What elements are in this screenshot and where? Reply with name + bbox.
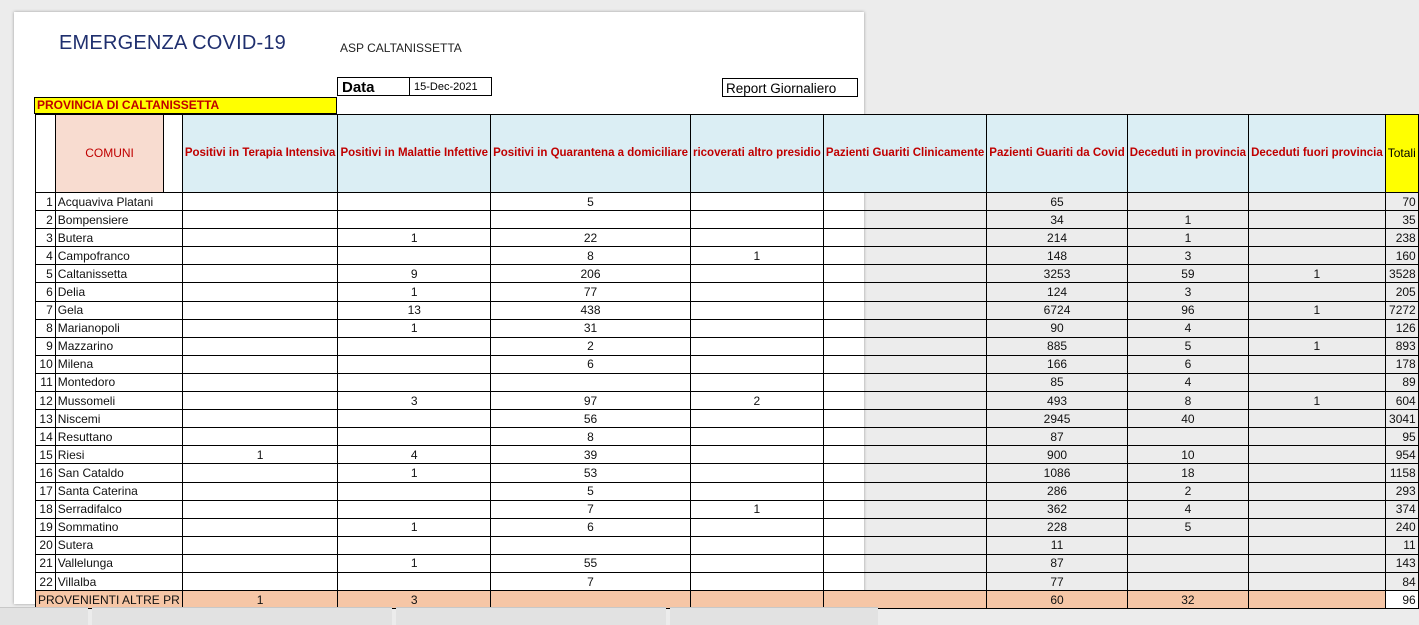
cell-deceduti-fuori — [1249, 591, 1386, 609]
row-index: 11 — [36, 373, 56, 391]
cell-totali: 240 — [1385, 518, 1418, 536]
row-index: 21 — [36, 554, 56, 572]
cell-guariti: 90 — [987, 319, 1127, 337]
cell-deceduti-in: 4 — [1127, 319, 1248, 337]
row-index: 22 — [36, 572, 56, 590]
row-index: 5 — [36, 265, 56, 283]
table-row — [36, 355, 1419, 373]
cell-ricoverati — [690, 410, 823, 428]
cell-totali: 95 — [1385, 428, 1418, 446]
cell-ricoverati — [690, 464, 823, 482]
row-comune: San Cataldo — [55, 464, 182, 482]
cell-terapia — [182, 355, 338, 373]
cell-guariti: 148 — [987, 247, 1127, 265]
cell-quarantena: 56 — [491, 410, 691, 428]
cell-ricoverati — [690, 482, 823, 500]
row-index: 12 — [36, 392, 56, 410]
cell-deceduti-in: 10 — [1127, 446, 1248, 464]
cell-malattie — [338, 482, 491, 500]
cell-totali: 160 — [1385, 247, 1418, 265]
cell-quarantena — [491, 211, 691, 229]
header-guariti-covid: Pazienti Guariti da Covid — [987, 115, 1127, 193]
cell-terapia — [182, 518, 338, 536]
cell-totali: 178 — [1385, 355, 1418, 373]
cell-malattie — [338, 247, 491, 265]
row-index: 4 — [36, 247, 56, 265]
cell-quarantena: 6 — [491, 518, 691, 536]
cell-ricoverati — [690, 373, 823, 391]
row-index: 18 — [36, 500, 56, 518]
row-index: 1 — [36, 193, 56, 211]
cell-malattie: 3 — [338, 591, 491, 609]
cell-terapia — [182, 247, 338, 265]
cell-clinicamente — [823, 373, 986, 391]
cell-quarantena: 31 — [491, 319, 691, 337]
cell-deceduti-fuori — [1249, 229, 1386, 247]
cell-quarantena: 22 — [491, 229, 691, 247]
cell-terapia — [182, 283, 338, 301]
cell-quarantena — [491, 536, 691, 554]
cell-terapia: 1 — [182, 446, 338, 464]
row-index: 17 — [36, 482, 56, 500]
cell-ricoverati — [690, 591, 823, 609]
cell-totali: 604 — [1385, 392, 1418, 410]
cell-guariti: 65 — [987, 193, 1127, 211]
cell-totali: 143 — [1385, 554, 1418, 572]
cell-clinicamente — [823, 536, 986, 554]
cell-ricoverati — [690, 554, 823, 572]
cell-clinicamente — [823, 518, 986, 536]
table-row — [36, 554, 1419, 572]
page-subtitle: ASP CALTANISSETTA — [340, 41, 462, 55]
cell-quarantena: 55 — [491, 554, 691, 572]
cell-deceduti-in — [1127, 428, 1248, 446]
cell-terapia — [182, 464, 338, 482]
cell-clinicamente — [823, 337, 986, 355]
cell-quarantena: 7 — [491, 500, 691, 518]
cell-quarantena — [491, 373, 691, 391]
cell-clinicamente — [823, 229, 986, 247]
row-comune: Resuttano — [55, 428, 182, 446]
row-comune: Niscemi — [55, 410, 182, 428]
cell-quarantena: 7 — [491, 572, 691, 590]
cell-deceduti-fuori — [1249, 482, 1386, 500]
table-row — [36, 572, 1419, 590]
cell-deceduti-fuori — [1249, 410, 1386, 428]
row-comune: Riesi — [55, 446, 182, 464]
row-comune: Bompensiere — [55, 211, 182, 229]
cell-quarantena: 8 — [491, 428, 691, 446]
row-comune: Serradifalco — [55, 500, 182, 518]
row-comune: Milena — [55, 355, 182, 373]
cell-deceduti-fuori — [1249, 373, 1386, 391]
cell-totali: 205 — [1385, 283, 1418, 301]
cell-ricoverati — [690, 446, 823, 464]
cell-deceduti-fuori: 1 — [1249, 337, 1386, 355]
cell-ricoverati — [690, 265, 823, 283]
row-comune: Vallelunga — [55, 554, 182, 572]
row-comune: Mazzarino — [55, 337, 182, 355]
row-index: 9 — [36, 337, 56, 355]
table-row — [36, 482, 1419, 500]
header-comuni: COMUNI — [55, 115, 164, 193]
cell-guariti: 214 — [987, 229, 1127, 247]
cell-guariti: 286 — [987, 482, 1127, 500]
cell-guariti: 493 — [987, 392, 1127, 410]
cell-deceduti-in: 1 — [1127, 229, 1248, 247]
spreadsheet-page — [14, 12, 1416, 607]
cell-deceduti-in: 4 — [1127, 500, 1248, 518]
cell-ricoverati — [690, 518, 823, 536]
cell-totali: 126 — [1385, 319, 1418, 337]
cell-clinicamente — [823, 265, 986, 283]
cell-ricoverati — [690, 211, 823, 229]
row-index: 6 — [36, 283, 56, 301]
provenienti-label: PROVENIENTI ALTRE PR — [36, 591, 183, 609]
cell-clinicamente — [823, 301, 986, 319]
row-comune: Campofranco — [55, 247, 182, 265]
row-comune: Butera — [55, 229, 182, 247]
cell-quarantena: 2 — [491, 337, 691, 355]
row-comune: Montedoro — [55, 373, 182, 391]
header-terapia-intensiva: Positivi in Terapia Intensiva — [182, 115, 338, 193]
cell-deceduti-fuori: 1 — [1249, 301, 1386, 319]
cell-totali: 84 — [1385, 572, 1418, 590]
cell-ricoverati — [690, 319, 823, 337]
row-comune: Sutera — [55, 536, 182, 554]
cell-ricoverati — [690, 536, 823, 554]
cell-totali: 7272 — [1385, 301, 1418, 319]
cell-deceduti-in — [1127, 554, 1248, 572]
cell-malattie: 1 — [338, 518, 491, 536]
cell-totali: 893 — [1385, 337, 1418, 355]
cell-malattie — [338, 193, 491, 211]
table-row — [36, 428, 1419, 446]
cell-guariti: 3253 — [987, 265, 1127, 283]
cell-totali: 1158 — [1385, 464, 1418, 482]
cell-terapia — [182, 319, 338, 337]
cell-ricoverati: 2 — [690, 392, 823, 410]
header-malattie-infettive: Positivi in Malattie Infettive — [338, 115, 491, 193]
header-deceduti-provincia: Deceduti in provincia — [1127, 115, 1248, 193]
row-index: 13 — [36, 410, 56, 428]
cell-malattie: 1 — [338, 229, 491, 247]
provenienti-row — [36, 591, 1419, 609]
row-index: 15 — [36, 446, 56, 464]
table-row — [36, 500, 1419, 518]
row-index: 3 — [36, 229, 56, 247]
cell-totali: 954 — [1385, 446, 1418, 464]
table-row — [36, 193, 1419, 211]
cell-deceduti-in: 3 — [1127, 283, 1248, 301]
row-comune: Gela — [55, 301, 182, 319]
table-row — [36, 265, 1419, 283]
table-row — [36, 536, 1419, 554]
cell-terapia — [182, 301, 338, 319]
cell-guariti: 34 — [987, 211, 1127, 229]
cell-guariti: 60 — [987, 591, 1127, 609]
row-index: 2 — [36, 211, 56, 229]
table-row — [36, 410, 1419, 428]
cell-guariti: 885 — [987, 337, 1127, 355]
table-row — [36, 301, 1419, 319]
bottom-bar — [92, 607, 392, 625]
cell-quarantena: 39 — [491, 446, 691, 464]
cell-deceduti-fuori — [1249, 500, 1386, 518]
cell-malattie: 1 — [338, 554, 491, 572]
header-totali: Totali — [1385, 115, 1418, 193]
cell-quarantena: 77 — [491, 283, 691, 301]
cell-totali: 293 — [1385, 482, 1418, 500]
cell-terapia — [182, 392, 338, 410]
cell-malattie: 1 — [338, 319, 491, 337]
row-comune: Sommatino — [55, 518, 182, 536]
cell-deceduti-in — [1127, 193, 1248, 211]
cell-quarantena: 6 — [491, 355, 691, 373]
cell-guariti: 2945 — [987, 410, 1127, 428]
cell-totali: 238 — [1385, 229, 1418, 247]
cell-deceduti-in: 5 — [1127, 518, 1248, 536]
cell-deceduti-fuori — [1249, 193, 1386, 211]
cell-ricoverati: 1 — [690, 247, 823, 265]
cell-terapia — [182, 482, 338, 500]
header-deceduti-fuori: Deceduti fuori provincia — [1249, 115, 1386, 193]
cell-terapia — [182, 572, 338, 590]
cell-guariti: 124 — [987, 283, 1127, 301]
cell-malattie: 1 — [338, 283, 491, 301]
cell-totali: 35 — [1385, 211, 1418, 229]
cell-ricoverati — [690, 193, 823, 211]
cell-deceduti-fuori — [1249, 446, 1386, 464]
cell-totali: 374 — [1385, 500, 1418, 518]
cell-guariti: 11 — [987, 536, 1127, 554]
row-comune: Santa Caterina — [55, 482, 182, 500]
cell-quarantena: 5 — [491, 193, 691, 211]
cell-deceduti-fuori — [1249, 518, 1386, 536]
cell-quarantena: 97 — [491, 392, 691, 410]
cell-ricoverati: 1 — [690, 500, 823, 518]
cell-guariti: 1086 — [987, 464, 1127, 482]
cell-malattie — [338, 355, 491, 373]
bottom-bar — [0, 607, 88, 625]
table-row — [36, 319, 1419, 337]
cell-quarantena: 206 — [491, 265, 691, 283]
cell-guariti: 85 — [987, 373, 1127, 391]
cell-clinicamente — [823, 410, 986, 428]
cell-terapia — [182, 536, 338, 554]
cell-deceduti-in: 5 — [1127, 337, 1248, 355]
header-index — [36, 115, 56, 193]
row-comune: Mussomeli — [55, 392, 182, 410]
cell-clinicamente — [823, 591, 986, 609]
cell-guariti: 87 — [987, 554, 1127, 572]
report-label: Report Giornaliero — [722, 78, 858, 97]
cell-clinicamente — [823, 283, 986, 301]
cell-quarantena: 5 — [491, 482, 691, 500]
cell-guariti: 900 — [987, 446, 1127, 464]
cell-deceduti-in: 2 — [1127, 482, 1248, 500]
cell-clinicamente — [823, 482, 986, 500]
cell-clinicamente — [823, 319, 986, 337]
cell-deceduti-in — [1127, 536, 1248, 554]
cell-malattie: 1 — [338, 464, 491, 482]
covid-table — [35, 114, 1419, 609]
cell-terapia — [182, 554, 338, 572]
row-index: 10 — [36, 355, 56, 373]
cell-guariti: 87 — [987, 428, 1127, 446]
bottom-bar — [396, 607, 666, 625]
cell-deceduti-in: 8 — [1127, 392, 1248, 410]
row-comune: Caltanissetta — [55, 265, 182, 283]
cell-malattie — [338, 211, 491, 229]
cell-terapia — [182, 193, 338, 211]
page-title: EMERGENZA COVID-19 — [59, 32, 286, 54]
cell-malattie — [338, 428, 491, 446]
cell-terapia — [182, 500, 338, 518]
cell-deceduti-in: 1 — [1127, 211, 1248, 229]
cell-clinicamente — [823, 355, 986, 373]
cell-totali: 3041 — [1385, 410, 1418, 428]
cell-ricoverati — [690, 301, 823, 319]
cell-malattie: 9 — [338, 265, 491, 283]
row-index: 19 — [36, 518, 56, 536]
table-row — [36, 446, 1419, 464]
cell-clinicamente — [823, 464, 986, 482]
cell-deceduti-in: 4 — [1127, 373, 1248, 391]
row-index: 14 — [36, 428, 56, 446]
cell-clinicamente — [823, 211, 986, 229]
cell-deceduti-fuori — [1249, 355, 1386, 373]
cell-totali: 11 — [1385, 536, 1418, 554]
cell-deceduti-fuori — [1249, 319, 1386, 337]
table-row — [36, 283, 1419, 301]
bottom-bar — [670, 607, 878, 625]
cell-terapia — [182, 211, 338, 229]
cell-ricoverati — [690, 355, 823, 373]
table-row — [36, 392, 1419, 410]
table-row — [36, 337, 1419, 355]
cell-deceduti-fuori — [1249, 554, 1386, 572]
cell-guariti: 362 — [987, 500, 1127, 518]
cell-malattie — [338, 410, 491, 428]
row-index: 7 — [36, 301, 56, 319]
cell-ricoverati — [690, 337, 823, 355]
row-index: 20 — [36, 536, 56, 554]
cell-deceduti-in: 59 — [1127, 265, 1248, 283]
table-row — [36, 518, 1419, 536]
header-quarantena: Positivi in Quarantena a domiciliare — [491, 115, 691, 193]
cell-deceduti-fuori — [1249, 428, 1386, 446]
cell-terapia — [182, 428, 338, 446]
cell-ricoverati — [690, 229, 823, 247]
cell-clinicamente — [823, 428, 986, 446]
table-row — [36, 464, 1419, 482]
cell-clinicamente — [823, 572, 986, 590]
cell-malattie — [338, 337, 491, 355]
cell-deceduti-fuori — [1249, 572, 1386, 590]
cell-malattie — [338, 373, 491, 391]
cell-deceduti-fuori — [1249, 247, 1386, 265]
cell-deceduti-in: 40 — [1127, 410, 1248, 428]
cell-ricoverati — [690, 428, 823, 446]
cell-guariti: 6724 — [987, 301, 1127, 319]
cell-terapia — [182, 337, 338, 355]
row-index: 16 — [36, 464, 56, 482]
cell-terapia: 1 — [182, 591, 338, 609]
cell-deceduti-in: 6 — [1127, 355, 1248, 373]
header-guariti-clinicamente: Pazienti Guariti Clinicamente — [823, 115, 986, 193]
cell-deceduti-in — [1127, 572, 1248, 590]
cell-clinicamente — [823, 446, 986, 464]
cell-deceduti-in: 96 — [1127, 301, 1248, 319]
cell-quarantena: 438 — [491, 301, 691, 319]
row-comune: Marianopoli — [55, 319, 182, 337]
row-index: 8 — [36, 319, 56, 337]
cell-clinicamente — [823, 193, 986, 211]
cell-guariti: 166 — [987, 355, 1127, 373]
cell-deceduti-fuori: 1 — [1249, 265, 1386, 283]
cell-clinicamente — [823, 500, 986, 518]
cell-quarantena: 53 — [491, 464, 691, 482]
date-value: 15-Dec-2021 — [409, 77, 492, 96]
cell-deceduti-fuori — [1249, 283, 1386, 301]
cell-clinicamente — [823, 554, 986, 572]
cell-deceduti-in: 18 — [1127, 464, 1248, 482]
cell-deceduti-in: 3 — [1127, 247, 1248, 265]
cell-terapia — [182, 410, 338, 428]
cell-totali: 96 — [1385, 591, 1418, 609]
row-comune: Delia — [55, 283, 182, 301]
cell-malattie — [338, 500, 491, 518]
cell-totali: 70 — [1385, 193, 1418, 211]
date-label: Data — [337, 77, 409, 96]
cell-malattie — [338, 572, 491, 590]
table-row — [36, 373, 1419, 391]
cell-totali: 3528 — [1385, 265, 1418, 283]
cell-totali: 89 — [1385, 373, 1418, 391]
cell-deceduti-fuori: 1 — [1249, 392, 1386, 410]
cell-terapia — [182, 229, 338, 247]
table-row — [36, 229, 1419, 247]
cell-malattie — [338, 536, 491, 554]
table-row — [36, 211, 1419, 229]
cell-terapia — [182, 373, 338, 391]
cell-ricoverati — [690, 572, 823, 590]
province-label: PROVINCIA DI CALTANISSETTA — [34, 97, 337, 114]
cell-terapia — [182, 265, 338, 283]
cell-quarantena — [491, 591, 691, 609]
header-spacer — [164, 115, 183, 193]
cell-clinicamente — [823, 392, 986, 410]
cell-guariti: 228 — [987, 518, 1127, 536]
cell-quarantena: 8 — [491, 247, 691, 265]
row-comune: Acquaviva Platani — [55, 193, 182, 211]
header-ricoverati: ricoverati altro presidio — [690, 115, 823, 193]
table-row — [36, 247, 1419, 265]
cell-deceduti-fuori — [1249, 464, 1386, 482]
cell-guariti: 77 — [987, 572, 1127, 590]
cell-ricoverati — [690, 283, 823, 301]
cell-deceduti-fuori — [1249, 211, 1386, 229]
cell-malattie: 4 — [338, 446, 491, 464]
row-comune: Villalba — [55, 572, 182, 590]
cell-clinicamente — [823, 247, 986, 265]
cell-deceduti-fuori — [1249, 536, 1386, 554]
cell-malattie: 13 — [338, 301, 491, 319]
cell-deceduti-in: 32 — [1127, 591, 1248, 609]
cell-malattie: 3 — [338, 392, 491, 410]
